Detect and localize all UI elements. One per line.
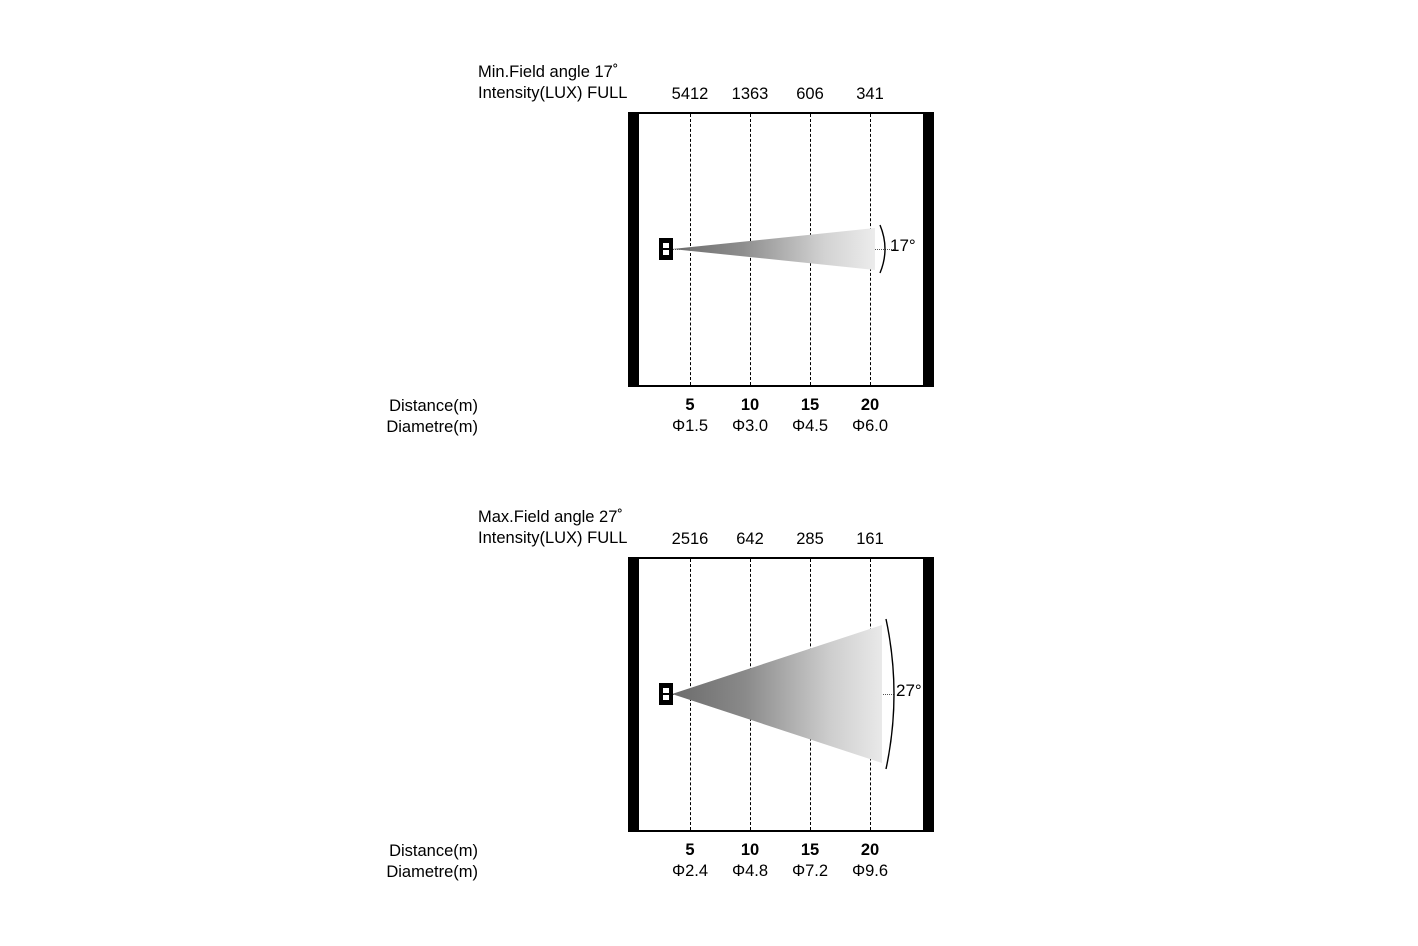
distance-value: 15 xyxy=(800,396,820,414)
footer-values-min xyxy=(628,396,934,442)
footer-values-max xyxy=(628,841,934,887)
intensity-value: 161 xyxy=(856,530,884,548)
header-field-angle-max: Max.Field angle 27˚ xyxy=(478,508,623,526)
fixture-icon xyxy=(659,683,673,705)
beam-diagram-max-field-angle xyxy=(0,445,1418,915)
diagram-header-max xyxy=(478,507,627,549)
header-field-angle-min: Min.Field angle 17˚ xyxy=(478,63,619,81)
intensity-value: 2516 xyxy=(671,530,709,548)
angle-label-max: 27° xyxy=(896,681,922,700)
angle-label-min: 17° xyxy=(890,236,916,255)
distance-value: 10 xyxy=(740,841,760,859)
header-intensity-min: Intensity(LUX) FULL xyxy=(478,84,628,102)
stage-frame-min xyxy=(628,112,934,387)
diagram-header-min xyxy=(478,62,627,104)
diameter-value: Φ7.2 xyxy=(791,862,829,880)
distance-value: 20 xyxy=(860,396,880,414)
distance-value: 20 xyxy=(860,841,880,859)
diameter-value: Φ6.0 xyxy=(851,417,889,435)
row-label-distance: Distance(m) xyxy=(389,397,478,415)
diameter-value: Φ1.5 xyxy=(671,417,709,435)
header-intensity-max: Intensity(LUX) FULL xyxy=(478,529,628,547)
intensity-value: 1363 xyxy=(731,85,769,103)
distance-value: 5 xyxy=(685,841,695,859)
intensity-value: 341 xyxy=(856,85,884,103)
intensity-values-max xyxy=(628,530,934,552)
distance-value: 15 xyxy=(800,841,820,859)
diameter-value: Φ4.5 xyxy=(791,417,829,435)
beam-cone-max xyxy=(628,557,934,832)
row-label-diameter: Diametre(m) xyxy=(386,863,478,881)
intensity-value: 285 xyxy=(796,530,824,548)
distance-value: 10 xyxy=(740,396,760,414)
row-label-diameter: Diametre(m) xyxy=(386,418,478,436)
distance-value: 5 xyxy=(685,396,695,414)
diameter-value: Φ4.8 xyxy=(731,862,769,880)
diameter-value: Φ2.4 xyxy=(671,862,709,880)
fixture-icon xyxy=(659,238,673,260)
intensity-value: 642 xyxy=(736,530,764,548)
intensity-values-min xyxy=(628,85,934,107)
intensity-value: 5412 xyxy=(671,85,709,103)
beam-cone-min xyxy=(628,112,934,387)
stage-frame-max xyxy=(628,557,934,832)
intensity-value: 606 xyxy=(796,85,824,103)
row-label-distance: Distance(m) xyxy=(389,842,478,860)
beam-diagram-min-field-angle xyxy=(0,0,1418,470)
diameter-value: Φ9.6 xyxy=(851,862,889,880)
diameter-value: Φ3.0 xyxy=(731,417,769,435)
